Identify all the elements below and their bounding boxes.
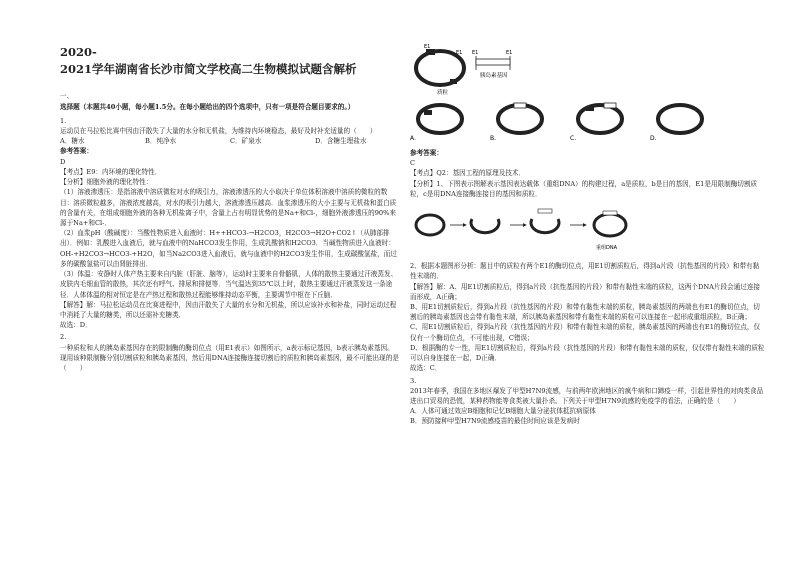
q1-option: B．纯净水 xyxy=(145,137,177,146)
q3-number: 3. xyxy=(410,376,417,385)
q1-number: 1. xyxy=(60,116,67,125)
plasmid-label: 质粒 xyxy=(437,90,449,96)
q1-explanation-line: 【考点】E9：内环境的理化特性． xyxy=(60,167,162,176)
option-d-figure xyxy=(658,105,702,133)
plasmid-e1-label: E1 xyxy=(424,44,431,50)
q1-explanation-line: 故选：D． xyxy=(60,321,92,330)
insulin-gene-bar xyxy=(476,59,510,65)
q1-option: D．含糖生理盐水 xyxy=(315,137,367,146)
q2-process-diagram xyxy=(410,201,765,257)
q1-options xyxy=(60,136,400,146)
q1-explanation-line: （1）溶液渗透压：是指溶液中溶质微粒对水的吸引力，溶液渗透压的大小取决于单位体积溶液中溶质的微粒的数目：溶质微粒越多，溶液浓度越高，对水的吸引力越大，溶液渗透压越高．血浆渗透压的大小主要与无机盐和蛋白质的含量有关，在组成细胞外液的各种无机盐离子中，含量上占有明显优势的是Na+和Cl-，细胞外液渗透压的90%来源于Na+和Cl-． xyxy=(60,188,397,227)
gene-e1-label: E1 xyxy=(472,50,479,56)
q2-option-label: C. xyxy=(570,135,577,142)
q2-explanation-line: 故选：C． xyxy=(410,364,442,373)
q2-explanation-line: C、用E1切割质粒后，得到a片段（抗性基因的片段）和带有黏性末端的质粒，胰岛素基因的两端也有E1的酶切位点，仅仅有一个酶切位点，不可能出现，C错误； xyxy=(410,323,761,342)
q3-stem: 2013年春季，我国在多地区爆发了甲型H7N9流感，与前两年欧洲地区的疯牛病和口蹄疫一样，引起世界性的对肉类食品进出口贸易的恐慌，某种药物能等食类被大量扑杀。下列关于甲型H7N9流感的免疫学的看法，正确的是（ ） xyxy=(410,386,764,405)
q2-figure xyxy=(410,44,765,144)
option-b-figure xyxy=(498,105,542,133)
q2-figure-svg xyxy=(410,44,765,144)
q1-stem: 运动员在马拉松比赛中因由汗散失了大量的水分和无机盐，为维持内环境稳态，最好及时补充适量的（ ） xyxy=(60,127,377,135)
q2-explanation-line: D、根据酶的专一性，用E1切割质粒后，得到a片段（抗性基因的片段）和带有黏性末端的质粒，仅仅带有黏性末端的质粒可以自身连接在一起，D正确． xyxy=(410,343,765,363)
q1-option: C．矿泉水 xyxy=(230,137,262,146)
q1-explanation-line: （2）血浆pH（酸碱度）：当酸性物质进入血液时：H++HCO3-→H2CO3，H2CO3→H2O+CO2↑（从肺部排出）．例如：乳酸进入血液后，就与血液中的NaHCO3发生作用，生成乳酸钠和H2CO3．当碱性物质进入血液时：OH-+H2CO3→HCO3-+H2O，如当Na2CO3进入血液后，就与血液中的H2CO3发生作用，生成碳酸氢盐，而过多的碳酸氢盐可以由肾脏排出． xyxy=(60,229,397,268)
section-heading: 选择题（本题共40小题，每小题1.5分。在每小题给出的四个选项中，只有一项是符合题目要求的。） xyxy=(60,102,355,111)
recombinant-dna-caption: 重组DNA xyxy=(596,245,618,252)
q2-stem: 一种质粒和人的胰岛素基因存在的限制酶的酶切位点（用E1表示）如图所示，a表示标记基因，b表示胰岛素基因。现用该种限制酶分别切割质粒和胰岛素基因，然后用DNA连接酶连接切割后的质粒和胰岛素基因，最不可能出现的是（ ） xyxy=(60,343,399,373)
left-column xyxy=(60,44,400,373)
q1-explanation-line: （3）体温：安静时人体产热主要来自内脏（肝脏、脑等），运动时主要来自骨骼肌，人体的散热主要通过汗液蒸发、皮肤内毛细血管的散热，其次还有呼气、排尿和排便等．当气温达到35℃以上时，散热主要通过汗液蒸发这一条途径．人体体温的相对恒定是在产热过程和散热过程能够维持动态平衡，主要调节中枢在下丘脑． xyxy=(60,270,398,299)
q1-answer: D xyxy=(60,157,66,166)
q2-explanation-line: 【分析】1、下图表示图解表示基因表达载体（重组DNA）的构建过程，a是质粒，b是目的基因，E1是用限制酶切割质粒，c是用DNA连接酶连接目的基因和质粒． xyxy=(410,179,758,198)
q2-explanation-line: 【考点】Q2：基因工程的原理及技术． xyxy=(410,169,526,178)
gene-e1-label: E1 xyxy=(506,50,513,56)
q2-option-label: B. xyxy=(490,135,497,142)
q2-answer: C xyxy=(410,159,416,168)
q3-option: A．人体可通过效应B细胞和记忆B细胞大量分泌抗体抵抗病原体 xyxy=(410,407,596,416)
plasmid-site xyxy=(450,79,457,84)
right-column xyxy=(410,44,765,427)
q2-explanation-line: B、用E1切割质粒后，得到a片段（抗性基因的片段）和带有黏性末端的质粒，胰岛素基因的两端也有E1的酶切位点，切割后的胰岛素基因也会带有黏性末端，所以胰岛素基因和带有黏性末端的质粒可以连接在一起形成重组质粒，B正确； xyxy=(410,302,760,322)
q1-explanation-line: 【分析】细胞外液的理化特性： xyxy=(60,178,153,187)
q1-option: A．糖水 xyxy=(60,137,85,146)
q1-answer-label: 参考答案： xyxy=(60,147,93,156)
option-a-figure xyxy=(418,105,462,133)
q3-option: B．预防接种甲型H7N9流感疫苗的最佳时间应该是发病时 xyxy=(410,417,580,426)
q2-option-label: A. xyxy=(410,135,416,142)
title-line-2: 2021学年湖南省长沙市简文学校高二生物模拟试题含解析 xyxy=(60,61,357,76)
q2-number: 2. xyxy=(60,333,67,342)
insulin-gene-label: 胰岛素基因 xyxy=(480,73,508,79)
q2-answer-label: 参考答案： xyxy=(410,149,443,157)
q2-explanation-line: 2、根据本题图形分析：题目中的质粒有两个E1的酶切位点，用E1切割质粒后，得到a片段（抗性基因的片段）和带有黏性末端的． xyxy=(410,262,760,281)
title-line-1: 2020- xyxy=(60,45,97,59)
q2-explanation-line: 【解答】解：A、用E1切割质粒后，得到a片段（抗性基因的片段）和带有黏性末端的质粒，这两个DNA片段会通过连接而形成，A正确； xyxy=(410,282,761,301)
q2-option-label: D. xyxy=(650,135,657,142)
option-c-figure xyxy=(578,105,622,133)
plasmid-e1-label: E1 xyxy=(456,50,463,56)
q2-process-svg xyxy=(410,201,765,257)
q1-explanation-line: 【解答】解：马拉松运动员在比赛进程中，因由汗散失了大量的水分和无机盐，所以应该补水和补盐，同时运动过程中消耗了大量的糖类，所以还需补充糖类． xyxy=(60,300,397,319)
document-title xyxy=(60,44,400,77)
section-mark: 一、 xyxy=(60,92,74,101)
